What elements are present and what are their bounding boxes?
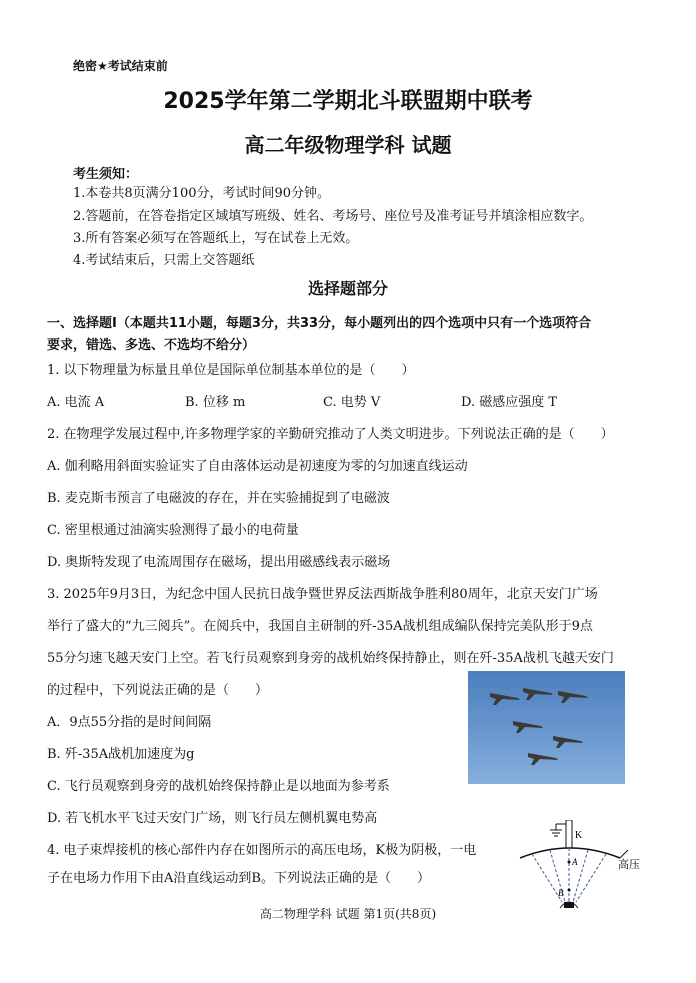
page-footer: 高二物理学科 试题 第1页(共8页) <box>259 907 437 921</box>
question-2-option-c: C. 密里根通过油滴实验测得了最小的电荷量 <box>47 523 299 538</box>
question-1-option-a: A. 电流 A <box>47 395 105 410</box>
question-3-option-c: C. 飞行员观察到身旁的战机始终保持静止是以地面为参考系 <box>47 779 390 794</box>
question-3-stem: 3. 2025年9月3日，为纪念中国人民抗日战争暨世界反法西斯战争胜利80周年，北京天安门广场 <box>47 587 598 602</box>
label-a: A <box>572 857 578 867</box>
question-3-stem: 的过程中，下列说法正确的是（ ） <box>47 683 269 698</box>
secret-label: 绝密★考试结束前 <box>73 59 168 73</box>
jet-formation-photo <box>468 671 625 784</box>
part-instructions: 一、选择题Ⅰ（本题共11小题，每题3分，共33分，每小题列出的四个选项中只有一个选项符合 <box>47 316 592 331</box>
question-3-stem: 55分匀速飞越天安门上空。若飞行员观察到身旁的战机始终保持静止，则在歼-35A战机飞越天安门 <box>47 651 614 666</box>
question-3-stem: 举行了盛大的“九三阅兵”。在阅兵中，我国自主研制的歼-35A战机组成编队保持完美队形于9点 <box>47 619 593 634</box>
part-instructions-cont: 要求，错选、多选、不选均不给分） <box>47 338 256 353</box>
question-1-stem: 1. 以下物理量为标量且单位是国际单位制基本单位的是（ ） <box>47 363 415 378</box>
question-2-option-b: B. 麦克斯韦预言了电磁波的存在，并在实验捕捉到了电磁波 <box>47 491 390 506</box>
question-2-stem: 2. 在物理学发展过程中,许多物理学家的辛勤研究推动了人类文明进步。下列说法正确的是（ ） <box>47 427 614 442</box>
notice-item: 2.答题前，在答卷指定区域填写班级、姓名、考场号、座位号及准考证号并填涂相应数字。 <box>73 209 593 224</box>
jet-formation-image <box>468 671 625 784</box>
notice-item: 3.所有答案必须写在答题纸上，写在试卷上无效。 <box>73 231 359 246</box>
question-3-option-b: B. 歼-35A战机加速度为g <box>47 747 195 762</box>
question-2-option-a: A. 伽利略用斜面实验证实了自由落体运动是初速度为零的匀加速直线运动 <box>47 459 468 474</box>
question-3-option-a: A．9点55分指的是时间间隔 <box>47 715 212 730</box>
label-k: K <box>575 830 583 841</box>
notice-item: 1.本卷共8页满分100分，考试时间90分钟。 <box>73 186 331 201</box>
question-1-option-c: C. 电势 V <box>323 395 381 410</box>
label-high-voltage: 高压 <box>618 858 640 871</box>
section-title: 选择题部分 <box>307 279 388 298</box>
label-b: B <box>558 888 564 898</box>
question-1-option-b: B. 位移 m <box>185 395 246 410</box>
question-1-option-d: D. 磁感应强度 T <box>461 395 558 410</box>
question-4-stem: 子在电场力作用下由A沿直线运动到B。下列说法正确的是（ ） <box>47 871 430 886</box>
question-3-option-d: D. 若飞机水平飞过天安门广场，则飞行员左侧机翼电势高 <box>47 811 378 826</box>
exam-title: 2025学年第二学期北斗联盟期中联考 <box>163 89 533 114</box>
notice-item: 4.考试结束后，只需上交答题纸 <box>73 253 255 268</box>
exam-subtitle: 高二年级物理学科 试题 <box>244 133 452 157</box>
question-4-stem: 4. 电子束焊接机的核心部件内存在如图所示的高压电场，K极为阴极，一电 <box>47 843 477 858</box>
high-voltage-field-diagram <box>510 820 650 910</box>
question-2-option-d: D. 奥斯特发现了电流周围存在磁场，提出用磁感线表示磁场 <box>47 555 391 570</box>
notice-heading: 考生须知： <box>73 167 139 182</box>
